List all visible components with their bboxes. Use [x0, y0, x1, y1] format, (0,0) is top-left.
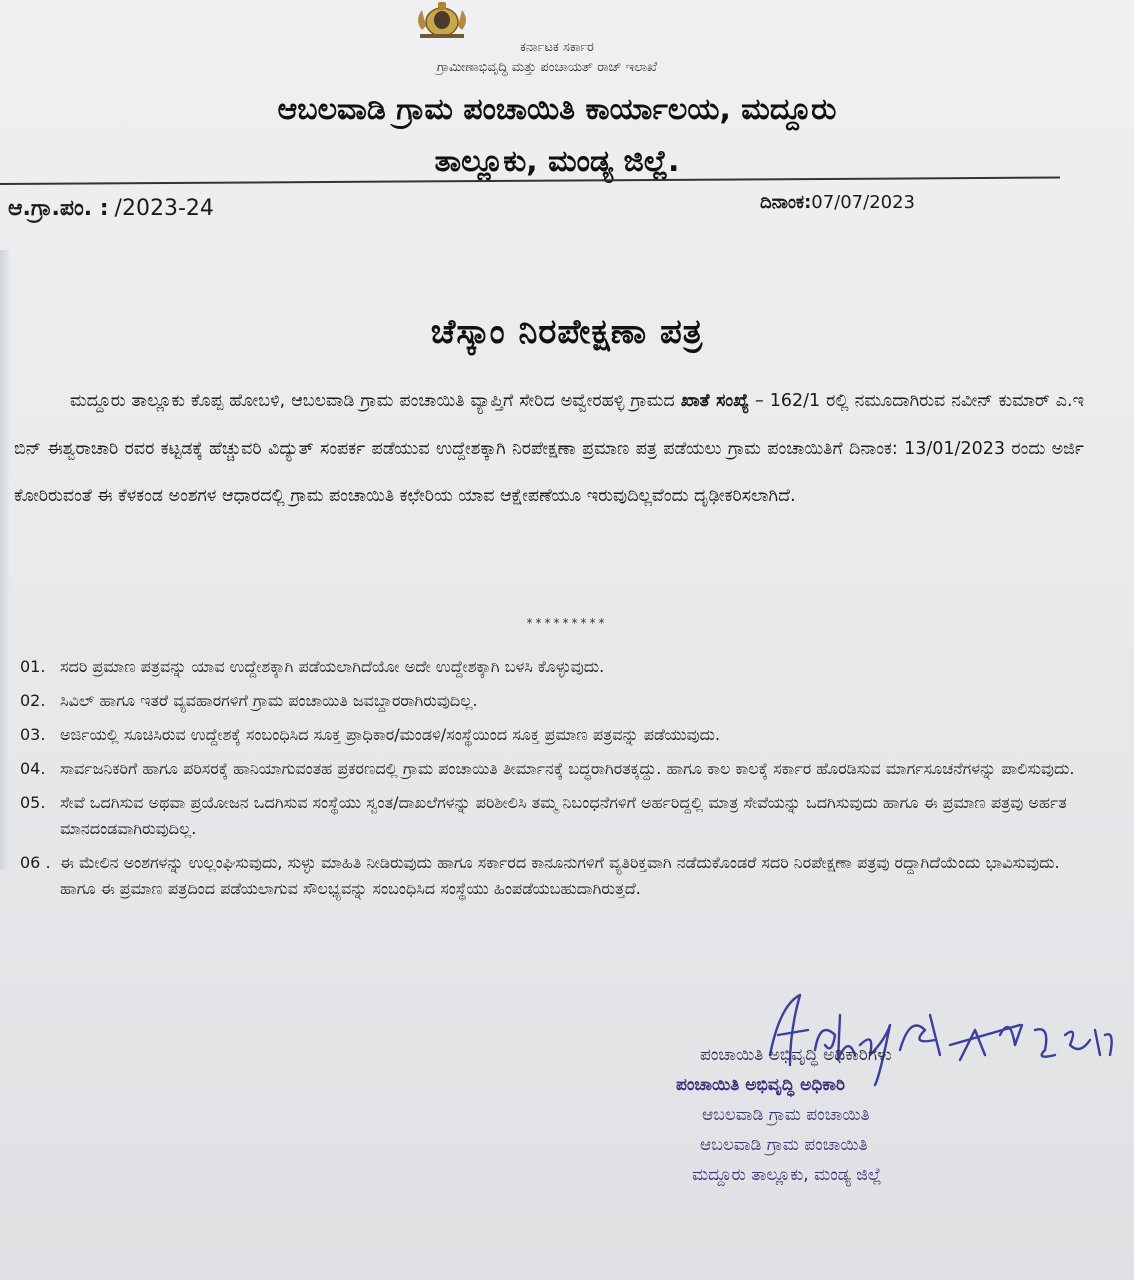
reference-label: ಆ.ಗ್ರಾ.ಪಂ. : — [8, 196, 109, 221]
body-text-part1: ಮದ್ದೂರು ತಾಲ್ಲೂಕು ಕೊಪ್ಪ ಹೋಬಳಿ, ಆಬಲವಾಡಿ ಗ್ರಾಮ ಪಂಚಾಯಿತಿ ವ್ಯಾಪ್ತಿಗೆ ಸೇರಿದ ಅವ್ವೇರಹಳ್ಳಿ ಗ್ರಾಮದ — [70, 391, 675, 411]
office-name-line2: ತಾಲ್ಲೂಕು, ಮಂಡ್ಯ ಜಿಲ್ಲೆ. — [434, 144, 680, 179]
condition-text: ಅರ್ಜಿಯಲ್ಲಿ ಸೂಚಿಸಿರುವ ಉದ್ದೇಶಕ್ಕೆ ಸಂಬಂಧಿಸಿದ ಸೂಕ್ತ ಪ್ರಾಧಿಕಾರ/ಮಂಡಳಿ/ಸಂಸ್ಥೆಯಿಂದ ಸೂಕ್ತ ಪ್ರಮಾಣ ಪತ್ರವನ್ನು ಪಡೆಯುವುದು. — [60, 725, 721, 744]
body-text-bold: ಖಾತೆ ಸಂಖ್ಯೆ — [680, 391, 750, 411]
stamp-office: ಆಬಲವಾಡಿ ಗ್ರಾಮ ಪಂಚಾಯಿತಿ — [702, 1105, 870, 1125]
office-name-line1: ಆಬಲವಾಡಿ ಗ್ರಾಮ ಪಂಚಾಯಿತಿ ಕಾರ್ಯಾಲಯ, ಮದ್ದೂರು — [277, 92, 837, 127]
stamp-title: ಪಂಚಾಯಿತಿ ಅಭಿವೃದ್ಧಿ ಅಧಿಕಾರಿ — [676, 1075, 845, 1095]
issue-date — [760, 192, 915, 213]
condition-item — [20, 722, 1082, 748]
condition-item — [20, 688, 1082, 714]
condition-text: ಸಾರ್ವಜನಿಕರಿಗೆ ಹಾಗೂ ಪರಿಸರಕ್ಕೆ ಹಾನಿಯಾಗುವಂತಹ ಪ್ರಕರಣದಲ್ಲಿ ಗ್ರಾಮ ಪಂಚಾಯಿತಿ ತೀರ್ಮಾನಕ್ಕೆ ಬದ್ಧರಾಗಿರತಕ್ಕದ್ದು. ಹಾಗೂ ಕಾಲ ಕಾಲಕ್ಕೆ ಸರ್ಕಾರ ಹೊರಡಿಸುವ ಮಾರ್ಗಸೂಚನೆಗಳನ್ನು ಪಾಲಿಸುವುದು. — [60, 759, 1075, 778]
condition-number: 01. — [20, 657, 46, 676]
government-name: ಕರ್ನಾಟಕ ಸರ್ಕಾರ — [520, 40, 594, 55]
condition-text: ಸೇವೆ ಒದಗಿಸುವ ಅಥವಾ ಪ್ರಯೋಜನ ಒದಗಿಸುವ ಸಂಸ್ಥೆಯು ಸ್ವಂತ/ದಾಖಲೆಗಳನ್ನು ಪರಿಶೀಲಿಸಿ ತಮ್ಮ ನಿಬಂಧನೆಗಳಿಗೆ ಅರ್ಹರಿದ್ದಲ್ಲಿ ಮಾತ್ರ ಸೇವೆಯನ್ನು ಒದಗಿಸುವುದು ಹಾಗೂ ಈ ಪ್ರಮಾಣ ಪತ್ರವು ಅರ್ಹತ ಮಾನದಂಡವಾಗಿರುವುದಿಲ್ಲ. — [60, 793, 1067, 838]
date-value: 07/07/2023 — [811, 192, 916, 213]
signatory-title: ಪಂಚಾಯಿತಿ ಅಭಿವೃದ್ಧಿ ಅಧಿಕಾರಿಗಳು — [700, 1045, 892, 1065]
condition-item — [20, 790, 1082, 842]
signatory-district: ಮದ್ದೂರು ತಾಲ್ಲೂಕು, ಮಂಡ್ಯ ಜಿಲ್ಲೆ — [692, 1165, 882, 1185]
condition-item — [20, 756, 1082, 782]
signature-stamp — [660, 1040, 1080, 1190]
condition-item — [20, 654, 1082, 680]
body-text-part2: – 162/1 ರಲ್ಲಿ ನಮೂದಾಗಿರುವ ನವೀನ್ ಕುಮಾರ್ ಎ.ಇ ಬಿನ್ ಈಶ್ವರಾಚಾರಿ ರವರ ಕಟ್ಟಡಕ್ಕೆ ಹೆಚ್ಚುವರಿ ವಿದ್ಯುತ್ ಸಂಪರ್ಕ ಪಡೆಯುವ ಉದ್ದೇಶಕ್ಕಾಗಿ ನಿರಪೇಕ್ಷಣಾ ಪ್ರಮಾಣ ಪತ್ರ ಪಡೆಯಲು ಗ್ರಾಮ ಪಂಚಾಯಿತಿಗೆ ದಿನಾಂಕ: 13/01/2023 ರಂದು ಅರ್ಜಿ ಕೋರಿರುವಂತೆ ಈ ಕೆಳಕಂಡ ಅಂಶಗಳ ಆಧಾರದಲ್ಲಿ ಗ್ರಾಮ ಪಂಚಾಯಿತಿ ಕಛೇರಿಯ ಯಾವ ಆಕ್ಷೇಪಣೆಯೂ ಇರುವುದಿಲ್ಲವೆಂದು ದೃಢೀಕರಿಸಲಾಗಿದೆ. — [14, 391, 1084, 506]
department-name: ಗ್ರಾಮೀಣಾಭಿವೃದ್ಧಿ ಮತ್ತು ಪಂಚಾಯತ್ ರಾಜ್ ಇಲಾಖೆ — [436, 60, 658, 75]
karnataka-emblem-icon — [408, 0, 476, 40]
condition-number: 04. — [20, 759, 46, 778]
condition-number: 05. — [20, 793, 46, 812]
signatory-office: ಆಬಲವಾಡಿ ಗ್ರಾಮ ಪಂಚಾಯಿತಿ — [700, 1135, 868, 1155]
reference-number — [8, 196, 214, 221]
condition-text: ಈ ಮೇಲಿನ ಅಂಶಗಳನ್ನು ಉಲ್ಲಂಘಿಸುವುದು, ಸುಳ್ಳು ಮಾಹಿತಿ ನೀಡಿರುವುದು ಹಾಗೂ ಸರ್ಕಾರದ ಕಾನೂನುಗಳಿಗೆ ವ್ಯತಿರಿಕ್ತವಾಗಿ ನಡೆದುಕೊಂಡರೆ ಸದರಿ ನಿರಪೇಕ್ಷಣಾ ಪತ್ರವು ರದ್ದಾಗಿದೆಯೆಂದು ಭಾವಿಸುವುದು. ಹಾಗೂ ಈ ಪ್ರಮಾಣ ಪತ್ರದಿಂದ ಪಡೆಯಲಾಗುವ ಸೌಲಭ್ಯವನ್ನು ಸಂಬಂಧಿಸಿದ ಸಂಸ್ಥೆಯು ಹಿಂಪಡೆಯಬಹುದಾಗಿರುತ್ತದೆ. — [60, 853, 1060, 898]
condition-item — [20, 850, 1082, 902]
condition-number: 02. — [20, 691, 46, 710]
condition-text: ಸಿವಿಲ್ ಹಾಗೂ ಇತರೆ ವ್ಯವಹಾರಗಳಿಗೆ ಗ್ರಾಮ ಪಂಚಾಯಿತಿ ಜವಬ್ದಾರರಾಗಿರುವುದಿಲ್ಲ. — [60, 691, 478, 710]
condition-number: 03. — [20, 725, 46, 744]
section-separator: ********* — [526, 616, 608, 630]
document-title: ಚೆಸ್ಕಾಂ ನಿರಪೇಕ್ಷಣಾ ಪತ್ರ — [430, 312, 704, 352]
date-label: ದಿನಾಂಕ: — [760, 192, 812, 213]
reference-value: /2023-24 — [114, 196, 214, 221]
condition-text: ಸದರಿ ಪ್ರಮಾಣ ಪತ್ರವನ್ನು ಯಾವ ಉದ್ದೇಶಕ್ಕಾಗಿ ಪಡೆಯಲಾಗಿದೆಯೋ ಅದೇ ಉದ್ದೇಶಕ್ಕಾಗಿ ಬಳಸಿ ಕೊಳ್ಳುವುದು. — [60, 657, 605, 676]
conditions-list — [20, 654, 1082, 910]
condition-number: 06 . — [20, 853, 51, 872]
body-paragraph — [14, 378, 1084, 521]
